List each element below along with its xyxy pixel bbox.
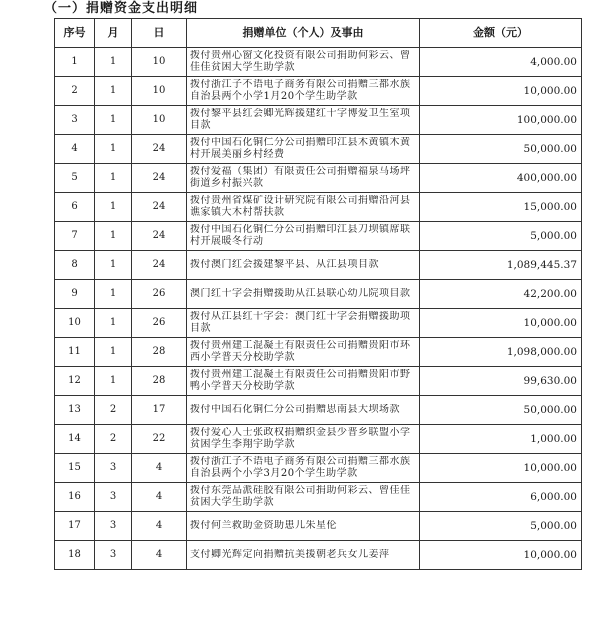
cell-amount: 10,000.00 bbox=[420, 309, 582, 338]
cell-day: 4 bbox=[132, 541, 187, 570]
cell-desc bbox=[187, 483, 420, 512]
cell-amount: 1,089,445.37 bbox=[420, 251, 582, 280]
cell-month: 1 bbox=[95, 106, 132, 135]
cell-day: 10 bbox=[132, 48, 187, 77]
cell-day: 24 bbox=[132, 135, 187, 164]
cell-amount: 5,000.00 bbox=[420, 512, 582, 541]
cell-seq: 15 bbox=[55, 454, 95, 483]
table-row bbox=[55, 541, 582, 570]
cell-desc bbox=[187, 309, 420, 338]
cell-desc-text: 澳门红十字会捐赠援助从江县联心幼儿院项目款 bbox=[190, 288, 411, 299]
cell-desc bbox=[187, 193, 420, 222]
cell-day: 4 bbox=[132, 454, 187, 483]
cell-desc-text: 拨付何兰救助金资助患儿朱星伦 bbox=[190, 520, 337, 531]
cell-seq: 9 bbox=[55, 280, 95, 309]
cell-amount: 50,000.00 bbox=[420, 135, 582, 164]
cell-desc-text: 拨付贵州心窗文化投资有限公司捐助何彩云、曾佳佳贫困大学生助学款 bbox=[190, 50, 411, 73]
cell-month: 2 bbox=[95, 425, 132, 454]
cell-seq: 10 bbox=[55, 309, 95, 338]
cell-seq: 12 bbox=[55, 367, 95, 396]
donation-expense-table bbox=[54, 18, 582, 570]
table-row bbox=[55, 512, 582, 541]
cell-day: 24 bbox=[132, 222, 187, 251]
header-seq: 序号 bbox=[55, 19, 95, 48]
cell-amount: 10,000.00 bbox=[420, 454, 582, 483]
cell-month: 3 bbox=[95, 454, 132, 483]
table-row bbox=[55, 222, 582, 251]
cell-month: 1 bbox=[95, 48, 132, 77]
header-desc: 捐赠单位（个人）及事由 bbox=[187, 19, 420, 48]
section-title: （一）捐赠资金支出明细 bbox=[44, 1, 199, 16]
cell-desc bbox=[187, 222, 420, 251]
cell-amount: 50,000.00 bbox=[420, 396, 582, 425]
cell-seq: 6 bbox=[55, 193, 95, 222]
cell-month: 2 bbox=[95, 396, 132, 425]
cell-month: 1 bbox=[95, 251, 132, 280]
cell-desc bbox=[187, 251, 420, 280]
cell-seq: 2 bbox=[55, 77, 95, 106]
cell-desc bbox=[187, 396, 420, 425]
cell-amount: 6,000.00 bbox=[420, 483, 582, 512]
cell-amount: 4,000.00 bbox=[420, 48, 582, 77]
cell-desc bbox=[187, 164, 420, 193]
cell-month: 1 bbox=[95, 338, 132, 367]
cell-day: 26 bbox=[132, 309, 187, 338]
cell-desc bbox=[187, 454, 420, 483]
cell-amount: 100,000.00 bbox=[420, 106, 582, 135]
table-row bbox=[55, 483, 582, 512]
cell-desc-text: 拨付贵州建工混凝土有限责任公司捐赠贵阳市环西小学普天分校助学款 bbox=[190, 340, 411, 363]
cell-month: 1 bbox=[95, 222, 132, 251]
cell-amount: 99,630.00 bbox=[420, 367, 582, 396]
cell-amount: 5,000.00 bbox=[420, 222, 582, 251]
cell-month: 1 bbox=[95, 367, 132, 396]
cell-desc-text: 拨付爱心人士张政权捐赠织金县少普乡联盟小学贫困学生李翔宇助学款 bbox=[190, 427, 411, 450]
cell-seq: 5 bbox=[55, 164, 95, 193]
table-row bbox=[55, 309, 582, 338]
table-row bbox=[55, 106, 582, 135]
cell-month: 1 bbox=[95, 309, 132, 338]
table-row bbox=[55, 396, 582, 425]
cell-month: 1 bbox=[95, 77, 132, 106]
cell-seq: 7 bbox=[55, 222, 95, 251]
table-row bbox=[55, 193, 582, 222]
table-row bbox=[55, 135, 582, 164]
cell-day: 10 bbox=[132, 106, 187, 135]
cell-seq: 14 bbox=[55, 425, 95, 454]
cell-seq: 3 bbox=[55, 106, 95, 135]
table-row bbox=[55, 251, 582, 280]
cell-seq: 1 bbox=[55, 48, 95, 77]
cell-desc-text: 拨付中国石化铜仁分公司捐赠印江县木黄镇木黄村开展美丽乡村经费 bbox=[190, 137, 411, 160]
cell-month: 3 bbox=[95, 541, 132, 570]
cell-day: 26 bbox=[132, 280, 187, 309]
cell-desc bbox=[187, 512, 420, 541]
table-row bbox=[55, 280, 582, 309]
cell-day: 28 bbox=[132, 338, 187, 367]
cell-desc-text: 拨付浙江子不语电子商务有限公司捐赠三都水族自治县两个小学1月20个学生助学款 bbox=[190, 79, 411, 102]
table-row bbox=[55, 48, 582, 77]
cell-desc-text: 拨付从江县红十字会：澳门红十字会捐赠援助项目款 bbox=[190, 311, 411, 334]
cell-month: 1 bbox=[95, 280, 132, 309]
header-day: 日 bbox=[132, 19, 187, 48]
cell-day: 28 bbox=[132, 367, 187, 396]
cell-seq: 16 bbox=[55, 483, 95, 512]
table-row bbox=[55, 454, 582, 483]
cell-day: 10 bbox=[132, 77, 187, 106]
cell-desc bbox=[187, 425, 420, 454]
cell-desc-text: 拨付中国石化铜仁分公司捐赠思南县大坝场款 bbox=[190, 404, 400, 415]
cell-month: 1 bbox=[95, 193, 132, 222]
cell-month: 1 bbox=[95, 164, 132, 193]
header-amount: 金额（元） bbox=[420, 19, 582, 48]
header-month: 月 bbox=[95, 19, 132, 48]
cell-day: 4 bbox=[132, 512, 187, 541]
cell-seq: 4 bbox=[55, 135, 95, 164]
cell-desc-text: 拨付黎平县红会卿光辉援建红十字博爱卫生室项目款 bbox=[190, 108, 411, 131]
cell-desc-text: 拨付中国石化铜仁分公司捐赠印江县刀坝镇席联村开展暖冬行动 bbox=[190, 224, 411, 247]
cell-desc bbox=[187, 280, 420, 309]
cell-amount: 1,098,000.00 bbox=[420, 338, 582, 367]
cell-desc-text: 拨付东莞品派硅胶有限公司捐助何彩云、曾佳佳贫困大学生助学款 bbox=[190, 485, 411, 508]
cell-day: 24 bbox=[132, 164, 187, 193]
cell-day: 4 bbox=[132, 483, 187, 512]
cell-day: 24 bbox=[132, 193, 187, 222]
cell-amount: 42,200.00 bbox=[420, 280, 582, 309]
cell-seq: 11 bbox=[55, 338, 95, 367]
cell-amount: 10,000.00 bbox=[420, 541, 582, 570]
cell-day: 17 bbox=[132, 396, 187, 425]
cell-desc-text: 拨付浙江子不语电子商务有限公司捐赠三都水族自治县两个小学3月20个学生助学款 bbox=[190, 456, 411, 479]
cell-seq: 13 bbox=[55, 396, 95, 425]
cell-amount: 1,000.00 bbox=[420, 425, 582, 454]
cell-desc-text: 拨付爱福（集团）有限责任公司捐赠福泉马场坪街道乡村振兴款 bbox=[190, 166, 411, 189]
cell-seq: 18 bbox=[55, 541, 95, 570]
cell-amount: 15,000.00 bbox=[420, 193, 582, 222]
cell-desc bbox=[187, 106, 420, 135]
cell-desc bbox=[187, 541, 420, 570]
cell-day: 24 bbox=[132, 251, 187, 280]
cell-day: 22 bbox=[132, 425, 187, 454]
cell-desc-text: 拨付贵州建工混凝土有限责任公司捐赠贵阳市野鸭小学普天分校助学款 bbox=[190, 369, 411, 392]
cell-desc bbox=[187, 367, 420, 396]
cell-desc-text: 支付卿光辉定向捐赠抗美援朝老兵女儿姜萍 bbox=[190, 549, 390, 560]
cell-desc bbox=[187, 135, 420, 164]
cell-amount: 400,000.00 bbox=[420, 164, 582, 193]
table-row bbox=[55, 367, 582, 396]
table-row bbox=[55, 77, 582, 106]
table-row bbox=[55, 338, 582, 367]
cell-desc-text: 拨付贵州省煤矿设计研究院有限公司捐赠沿河县谯家镇大木村帮扶款 bbox=[190, 195, 411, 218]
cell-month: 1 bbox=[95, 135, 132, 164]
cell-desc bbox=[187, 338, 420, 367]
cell-desc-text: 拨付澳门红会援建黎平县、从江县项目款 bbox=[190, 259, 379, 270]
table-row bbox=[55, 425, 582, 454]
table-header-row bbox=[55, 19, 582, 48]
cell-seq: 8 bbox=[55, 251, 95, 280]
table-body bbox=[55, 48, 582, 570]
cell-amount: 10,000.00 bbox=[420, 77, 582, 106]
cell-desc bbox=[187, 48, 420, 77]
cell-seq: 17 bbox=[55, 512, 95, 541]
cell-month: 3 bbox=[95, 483, 132, 512]
cell-desc bbox=[187, 77, 420, 106]
table-row bbox=[55, 164, 582, 193]
cell-month: 3 bbox=[95, 512, 132, 541]
